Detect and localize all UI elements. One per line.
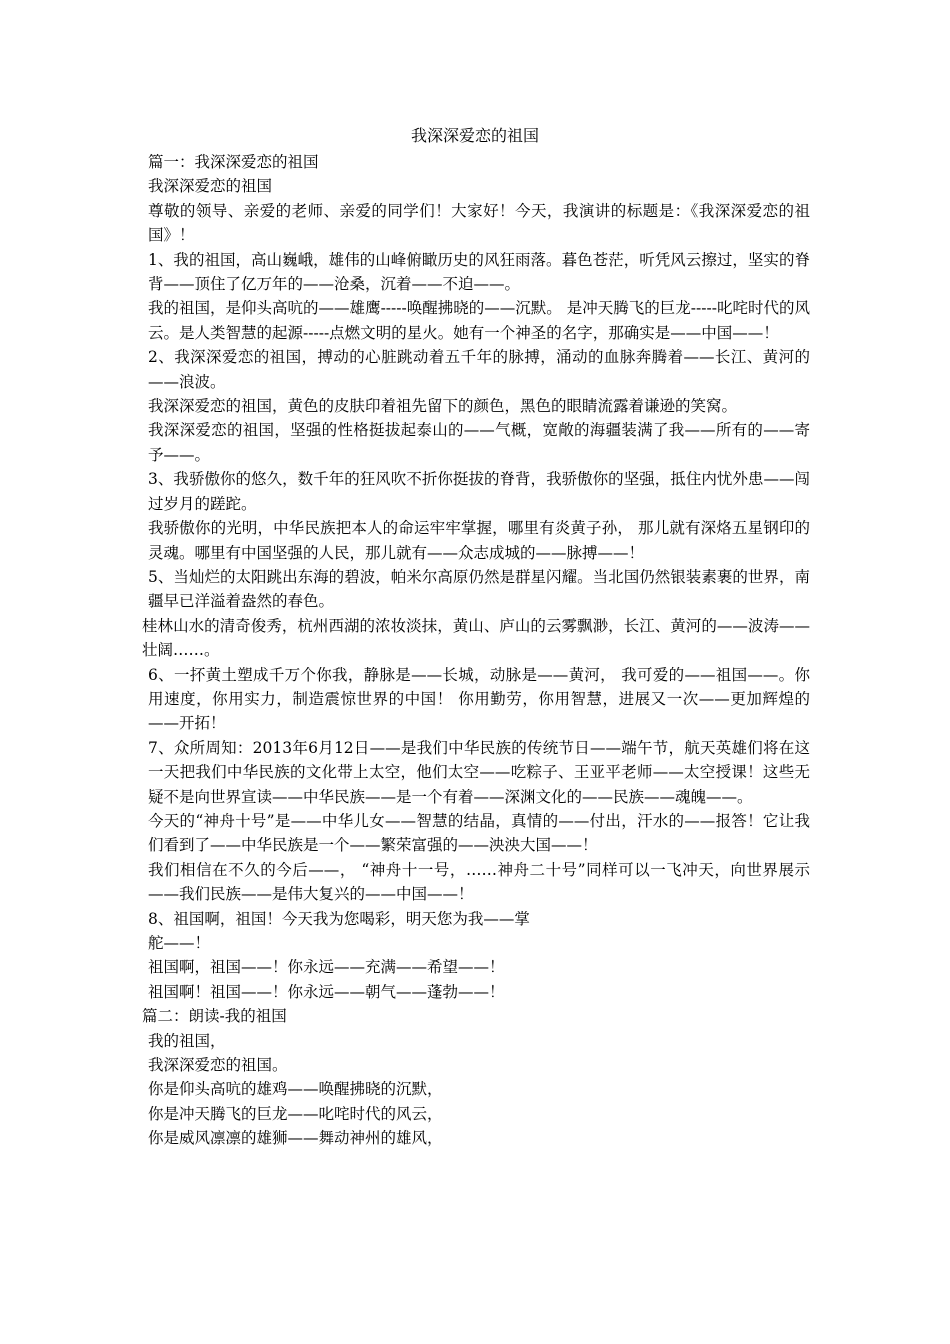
paragraph: 5、当灿烂的太阳跳出东海的碧波，帕米尔高原仍然是群星闪耀。当北国仍然银装素裹的世界，南疆早已洋溢着盎然的春色。 [148,567,810,611]
paragraph: 舵——！ [148,934,211,952]
document-body [142,150,810,1151]
section-heading-1: 篇一：我深深爱恋的祖国 [148,153,319,171]
paragraph: 6、一抔黄土塑成千万个你我，静脉是——长城，动脉是——黄河， 我可爱的——祖国——。你用速度，你用实力，制造震惊世界的中国！ 你用勤劳，你用智慧，进展又一次——更加辉煌的——开拓！ [148,665,810,733]
paragraph: 祖国啊，祖国——！你永远——充满——希望——！ [148,958,505,977]
poem-line: 你是仰头高吭的雄鸡——唤醒拂晓的沉默， [148,1080,443,1099]
document-title: 我深深爱恋的祖国 [410,126,539,145]
paragraph: 我们相信在不久的今后——， “神舟十一号，……神舟二十号”同样可以一飞冲天，向世界展示——我们民族——是伟大复兴的——中国——！ [148,860,810,904]
poem-line: 我深深爱恋的祖国。 [148,1056,288,1075]
poem-line: 你是冲天腾飞的巨龙——叱咤时代的风云， [148,1104,443,1123]
paragraph: 今天的“神舟十号”是——中华儿女——智慧的结晶，真情的——付出，汗水的——报答！它让我们看到了——中华民族是一个——繁荣富强的——泱泱大国——！ [148,811,810,855]
section-heading-2: 篇二：朗读-我的祖国 [142,1007,287,1026]
paragraph: 祖国啊！祖国——！你永远——朝气——蓬勃——！ [148,982,505,1001]
paragraph: 2、我深深爱恋的祖国，搏动的心脏跳动着五千年的脉搏，涌动的血脉奔腾着——长江、黄河的——浪波。 [148,348,810,391]
paragraph: 尊敬的领导、亲爱的老师、亲爱的同学们！大家好！今天，我演讲的标题是：《我深深爱恋的祖国》！ [148,201,810,245]
paragraph: 1、我的祖国，高山巍峨，雄伟的山峰俯瞰历史的风狂雨落。暮色苍茫，听凭风云擦过，坚实的脊背——顶住了亿万年的——沧桑，沉着——不迫——。 [148,250,810,294]
paragraph: 7、众所周知：2013年6月12日——是我们中华民族的传统节日——端午节，航天英雄们将在这一天把我们中华民族的文化带上太空，他们太空——吃粽子、王亚平老师——太空授课！这些无疑不是向世界宣读——中华民族——是一个有着——深渊文化的——民族——魂魄——。 [148,738,810,806]
paragraph: 我深深爱恋的祖国，坚强的性格挺拔起泰山的——气概，宽敞的海疆装满了我——所有的——寄予——。 [148,421,810,464]
paragraph: 我深深爱恋的祖国，黄色的皮肤印着祖先留下的颜色，黑色的眼睛流露着谦逊的笑窝。 [148,397,738,416]
paragraph: 8、祖国啊，祖国！今天我为您喝彩，明天您为我——掌 [148,909,530,928]
paragraph: 3、我骄傲你的悠久，数千年的狂风吹不折你挺拔的脊背，我骄傲你的坚强，抵住内忧外患——闯过岁月的蹉跎。 [148,470,810,513]
paragraph: 我的祖国，是仰头高吭的——雄鹰-----唤醒拂晓的——沉默。 是冲天腾飞的巨龙-----叱咤时代的风云。是人类智慧的起源-----点燃文明的星火。她有一个神圣的名字，那确实是——中国——！ [148,299,810,342]
poem-line: 我的祖国， [148,1031,226,1050]
paragraph: 我骄傲你的光明，中华民族把本人的命运牢牢掌握，哪里有炎黄子孙， 那儿就有深烙五星钢印的灵魂。哪里有中国坚强的人民，那儿就有——众志成城的——脉搏——！ [148,519,810,562]
paragraph: 桂林山水的清奇俊秀，杭州西湖的浓妆淡抹，黄山、庐山的云雾飘渺，长江、黄河的——波涛——壮阔……。 [142,616,810,660]
paragraph: 我深深爱恋的祖国 [148,177,273,196]
poem-line: 你是威风凛凛的雄狮——舞动神州的雄风， [148,1129,443,1148]
